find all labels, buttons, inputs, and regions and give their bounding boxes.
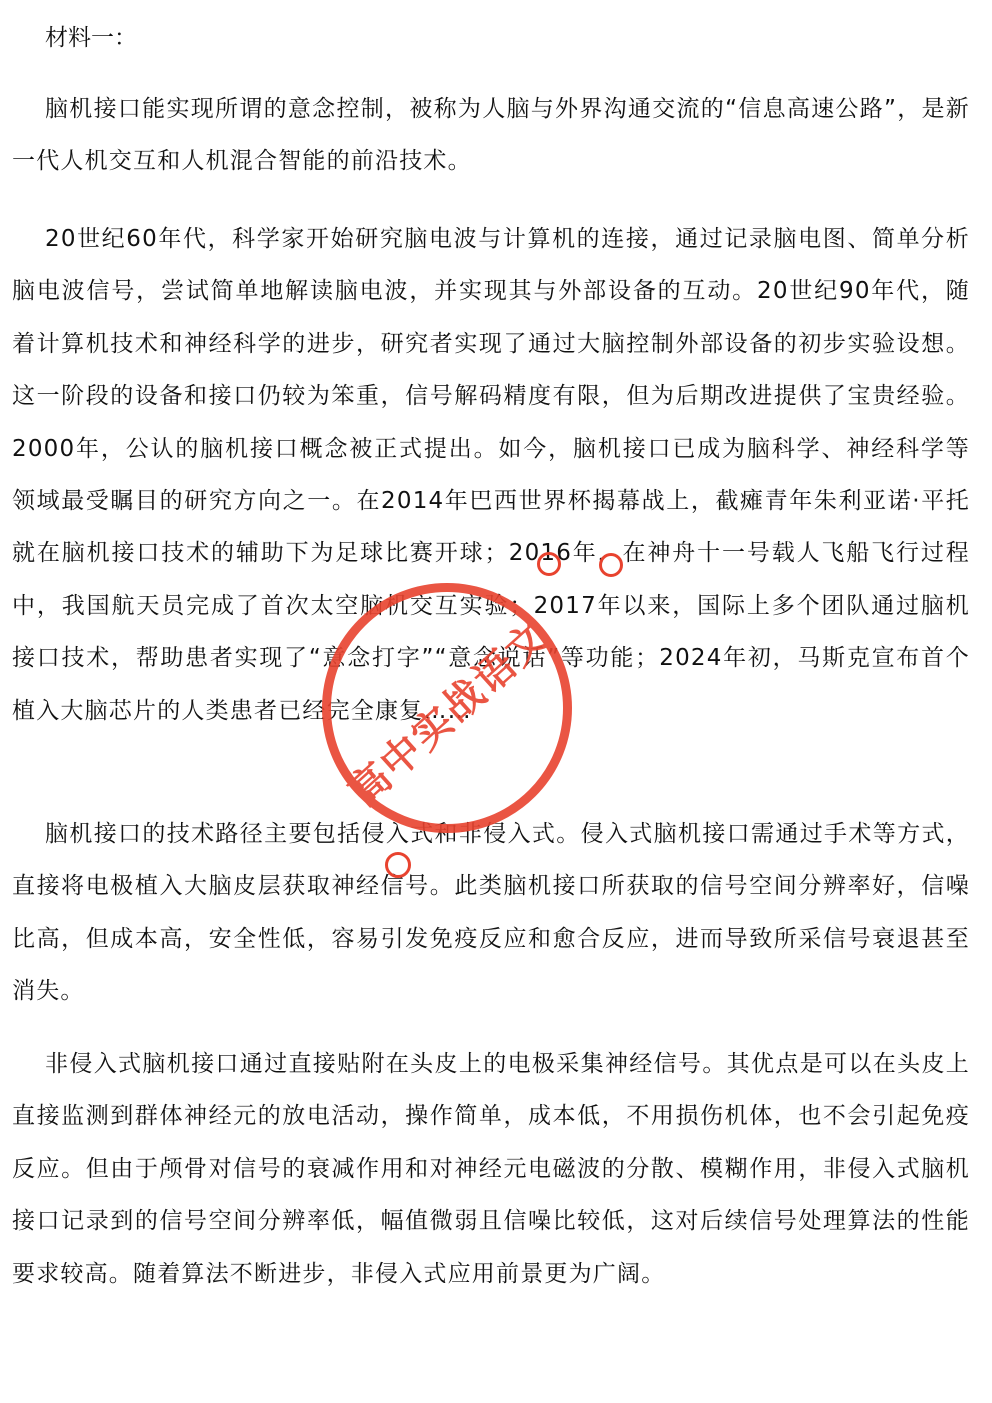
paragraph-intro: 脑机接口能实现所谓的意念控制，被称为人脑与外界沟通交流的“信息高速公路”，是新一代人机交互和人机混合智能的前沿技术。 — [12, 96, 970, 175]
paragraph-non-invasive: 非侵入式脑机接口通过直接贴附在头皮上的电极采集神经信号。其优点是可以在头皮上直接监测到群体神经元的放电活动，操作简单，成本低，不用损伤机体，也不会引起免疫反应。但由于颅骨对信号的衰减作用和对神经元电磁波的分散、模糊作用，非侵入式脑机接口记录到的信号空间分辨率低，幅值微弱且信噪比较低，这对后续信号处理算法的性能要求较高。随着算法不断进步，非侵入式应用前景更为广阔。 — [12, 1051, 970, 1287]
section-heading: 材料一： — [45, 25, 137, 51]
paragraph-history: 20世纪60年代，科学家开始研究脑电波与计算机的连接，通过记录脑电图、简单分析脑电波信号，尝试简单地解读脑电波，并实现其与外部设备的互动。20世纪90年代，随着计算机技术和神经科学的进步，研究者实现了通过大脑控制外部设备的初步实验设想。这一阶段的设备和接口仍较为笨重，信号解码精度有限，但为后期改进提供了宝贵经验。2000年，公认的脑机接口概念被正式提出。如今，脑机接口已成为脑科学、神经科学等领域最受瞩目的研究方向之一。在2014年巴西世界杯揭幕战上，截瘫青年朱利亚诺·平托就在脑机接口技术的辅助下为足球比赛开球；2016年，在神舟十一号载人飞船飞行过程中，我国航天员完成了首次太空脑机交互实验；2017年以来，国际上多个团队通过脑机接口技术，帮助患者实现了“意念打字”“意念说话”等功能；2024年初，马斯克宣布首个植入大脑芯片的人类患者已经完全康复…… — [12, 226, 970, 724]
stamp-text: 高中实战语文 — [340, 612, 559, 816]
paragraph-invasive: 脑机接口的技术路径主要包括侵入式和非侵入式。侵入式脑机接口需通过手术等方式，直接将电极植入大脑皮层获取神经信号。此类脑机接口所获取的信号空间分辨率好，信噪比高，但成本高，安全性低，容易引发免疫反应和愈合反应，进而导致所采信号衰退甚至消失。 — [12, 821, 970, 1005]
